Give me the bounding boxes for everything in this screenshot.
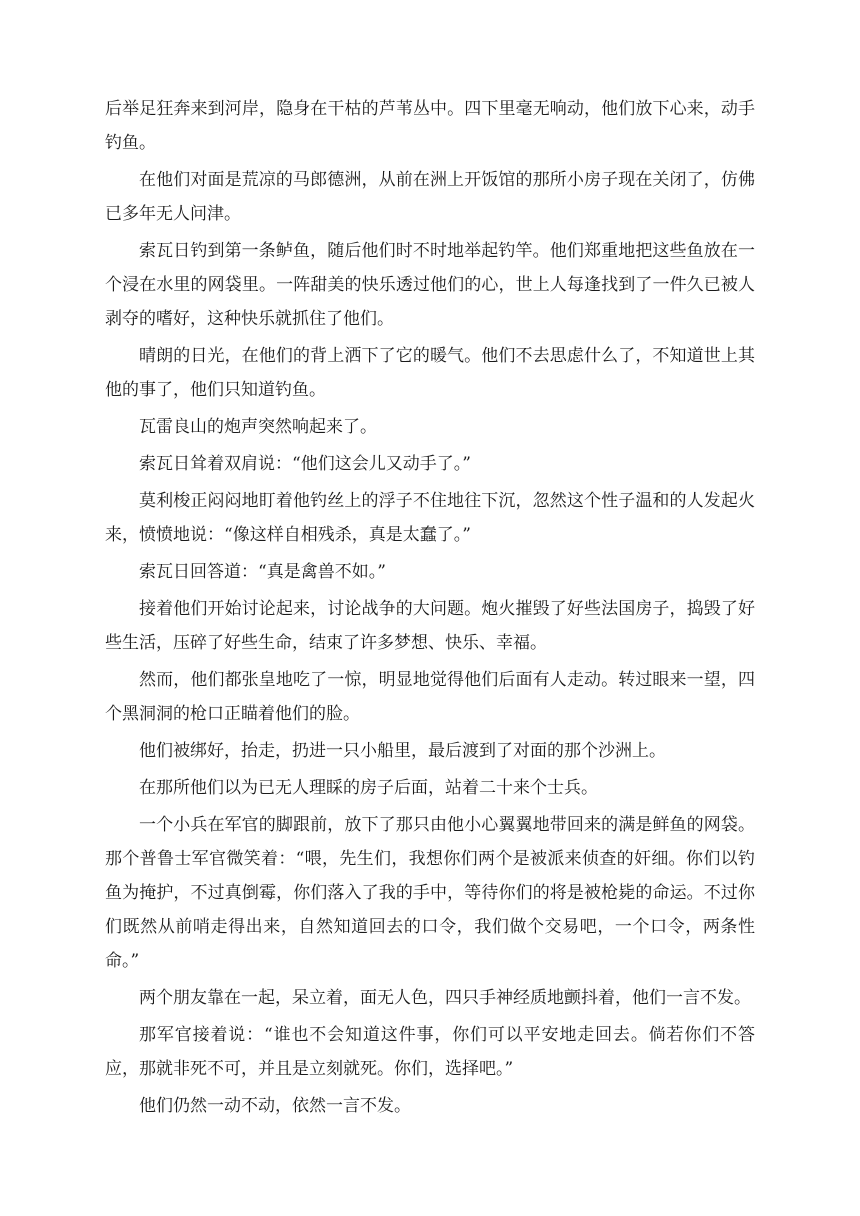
paragraph: 索瓦日钓到第一条鲈鱼，随后他们时不时地举起钓竿。他们郑重地把这些鱼放在一个浸在水里的网袋里。一阵甜美的快乐透过他们的心，世上人每逢找到了一件久已被人剥夺的嗜好，这种快乐就抓住了他们。 <box>105 241 755 329</box>
paragraph: 两个朋友靠在一起，呆立着，面无人色，四只手神经质地颤抖着，他们一言不发。 <box>139 988 751 1008</box>
paragraph: 那军官接着说：“谁也不会知道这件事，你们可以平安地走回去。倘若你们不答应，那就非死不可，并且是立刻就死。你们，选择吧。” <box>105 1025 755 1079</box>
paragraph: 一个小兵在军官的脚跟前，放下了那只由他小心翼翼地带回来的满是鲜鱼的网袋。那个普鲁士军官微笑着：“喂，先生们，我想你们两个是被派来侦查的奸细。你们以钓鱼为掩护，不过真倒霉，你们落入了我的手中，等待你们的将是被枪毙的命运。不过你们既然从前哨走得出来，自然知道回去的口令，我们做个交易吧，一个口令，两条性命。” <box>105 815 755 971</box>
paragraph: 莫利梭正闷闷地盯着他钓丝上的浮子不住地往下沉，忽然这个性子温和的人发起火来，愤愤地说：“像这样自相残杀，真是太蠢了。” <box>105 491 755 545</box>
paragraph: 索瓦日耸着双肩说：“他们这会儿又动手了。” <box>139 454 471 474</box>
paragraph: 他们仍然一动不动，依然一言不发。 <box>139 1096 411 1116</box>
document-page <box>105 92 755 1126</box>
paragraph: 后举足狂奔来到河岸，隐身在干枯的芦苇丛中。四下里毫无响动，他们放下心来，动手钓鱼。 <box>105 99 755 153</box>
paragraph: 然而，他们都张皇地吃了一惊，明显地觉得他们后面有人走动。转过眼来一望，四个黑洞洞的枪口正瞄着他们的脸。 <box>105 670 755 724</box>
paragraph: 在他们对面是荒凉的马郎德洲，从前在洲上开饭馆的那所小房子现在关闭了，仿佛已多年无人问津。 <box>105 170 755 224</box>
paragraph: 他们被绑好，抬走，扔进一只小船里，最后渡到了对面的那个沙洲上。 <box>139 741 666 761</box>
paragraph: 晴朗的日光，在他们的背上洒下了它的暖气。他们不去思虑什么了，不知道世上其他的事了，他们只知道钓鱼。 <box>105 346 755 400</box>
paragraph: 接着他们开始讨论起来，讨论战争的大问题。炮火摧毁了好些法国房子，捣毁了好些生活，压碎了好些生命，结束了许多梦想、快乐、幸福。 <box>105 599 755 653</box>
paragraph: 索瓦日回答道：“真是禽兽不如。” <box>139 562 386 582</box>
paragraph: 在那所他们以为已无人理睬的房子后面，站着二十来个士兵。 <box>139 778 598 798</box>
paragraph: 瓦雷良山的炮声突然响起来了。 <box>139 417 377 437</box>
